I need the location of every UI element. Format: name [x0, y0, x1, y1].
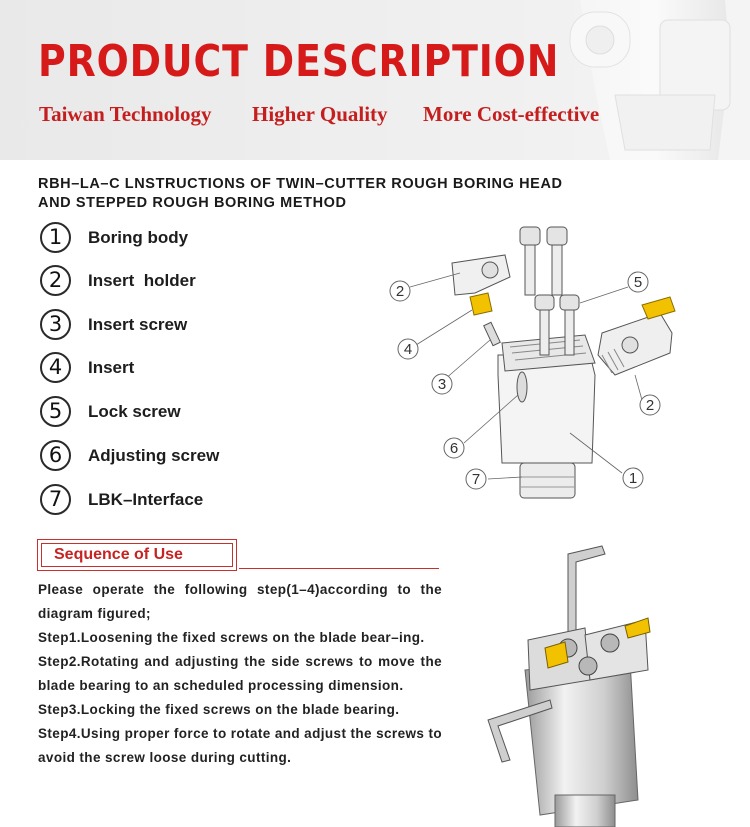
- instruction-intro: Please operate the following step(1–4)according to the diagram figured;: [38, 582, 442, 621]
- callout-3: 3: [437, 376, 447, 393]
- instructions-heading: [38, 175, 658, 213]
- part-number-badge: 7: [40, 484, 71, 515]
- assembled-boring-head-illustration: [480, 540, 670, 827]
- part-label: Lock screw: [88, 402, 181, 421]
- callout-7: 7: [471, 471, 481, 488]
- instruction-step-3: Step3.Locking the fixed screws on the blade bearing.: [38, 702, 400, 717]
- heading-line-1: RBH–LA–C LNSTRUCTIONS OF TWIN–CUTTER ROUGH BORING HEAD: [38, 176, 563, 192]
- part-number-badge: 5: [40, 396, 71, 427]
- callout-1: 1: [628, 470, 638, 487]
- instruction-step-1: Step1.Loosening the fixed screws on the blade bear–ing.: [38, 630, 425, 645]
- part-number-badge: 4: [40, 352, 71, 383]
- lbk-interface-shape: [520, 463, 575, 498]
- sequence-of-use-title: Sequence of Use: [41, 543, 233, 567]
- tagline-higher-quality: Higher Quality: [252, 102, 388, 126]
- part-item-boring-body: [40, 222, 360, 258]
- part-number-badge: 1: [40, 222, 71, 253]
- insert-right-shape: [642, 297, 675, 319]
- part-number-badge: 2: [40, 265, 71, 296]
- part-label: LBK–Interface: [88, 490, 204, 509]
- part-item-insert: [40, 352, 360, 388]
- callout-6: 6: [449, 440, 459, 457]
- tagline-cost-effective: More Cost-effective: [423, 102, 600, 126]
- part-item-adjusting-screw: [40, 440, 360, 476]
- exploded-assembly-diagram: [380, 215, 680, 505]
- instruction-step-4: Step4.Using proper force to rotate and adjust the screws to avoid the screw loose during cutting.: [38, 726, 442, 765]
- section-divider: [239, 568, 439, 569]
- part-label: Insert holder: [88, 271, 196, 290]
- part-number-badge: 3: [40, 309, 71, 340]
- part-label: Adjusting screw: [88, 446, 220, 465]
- part-label: Insert: [88, 358, 135, 377]
- part-item-lock-screw: [40, 396, 360, 432]
- part-item-lbk-interface: [40, 484, 360, 520]
- left-insert-holder-shape: [452, 255, 510, 295]
- boring-body-shape: [498, 355, 595, 463]
- callout-4: 4: [403, 341, 413, 358]
- insert-left-shape: [470, 293, 492, 315]
- callout-2-right: 2: [645, 397, 655, 414]
- part-number-badge: 6: [40, 440, 71, 471]
- part-item-insert-screw: [40, 309, 360, 345]
- instruction-step-2: Step2.Rotating and adjusting the side screws to move the blade bearing to an scheduled processing dimension.: [38, 654, 442, 693]
- product-banner: [0, 0, 750, 160]
- tagline-taiwan-technology: Taiwan Technology: [39, 102, 212, 126]
- part-label: Boring body: [88, 228, 189, 247]
- sequence-of-use-box: [37, 539, 237, 571]
- callout-2-left: 2: [395, 283, 405, 300]
- boring-head-watermark-icon: [540, 0, 750, 160]
- page-title: PRODUCT DESCRIPTION: [38, 36, 560, 87]
- part-label: Insert screw: [88, 315, 188, 334]
- heading-line-2: AND STEPPED ROUGH BORING METHOD: [38, 195, 347, 211]
- callout-5: 5: [633, 274, 643, 291]
- usage-instructions: [38, 578, 442, 770]
- part-item-insert-holder: [40, 265, 360, 301]
